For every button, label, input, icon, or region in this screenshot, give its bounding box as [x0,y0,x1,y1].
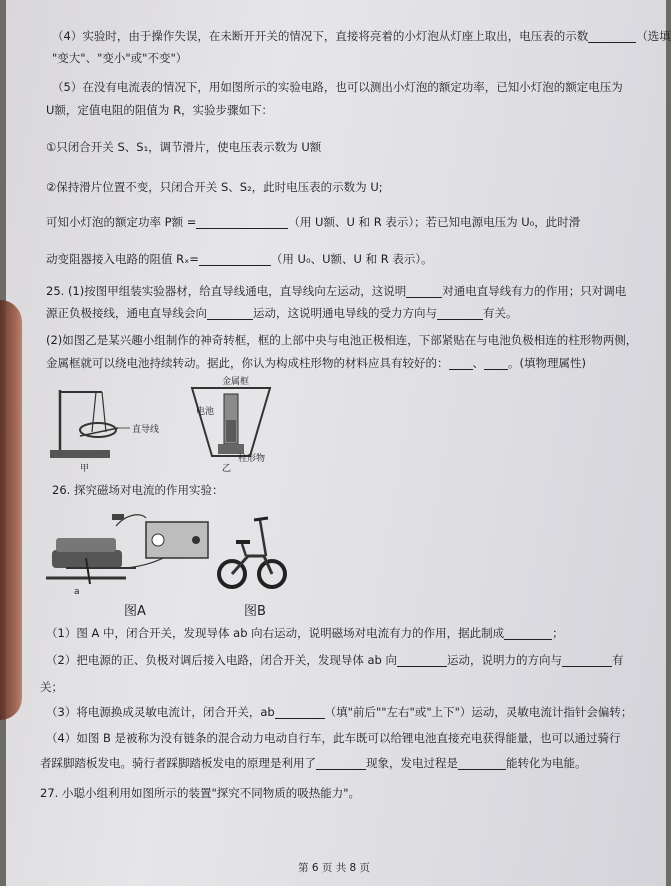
figure-B [216,508,288,592]
figA-terminal [192,536,200,544]
answer-blank[interactable] [588,42,636,43]
figB-seat [236,540,250,544]
q26-1-text: （1）图 A 中，闭合开关，发现导体 ab 向右运动，说明磁场对电流有力的作用，据此制成 [46,626,505,640]
figB-label: 图B [244,604,266,619]
resistance-text-tail: （用 U₀、U额、U 和 R 表示）。 [270,252,433,266]
answer-blank[interactable] [437,319,483,320]
q26-4-line2 [40,756,587,770]
q26-3-tail: （填"前后""左右"或"上下"）运动，灵敏电流计指针会偏转； [324,705,633,719]
figA-switch[interactable] [112,514,124,520]
q26-2-tail: 有 [611,653,624,667]
jia-hang-wire [102,392,106,432]
power-line [46,215,580,229]
yi-battery-shade [226,420,236,442]
q26-4-line: （4）如图 B 是被称为没有链条的混合动力电动自行车，此车既可以给锂电池直接充电获得能量，也可以通过骑行 [46,731,621,745]
figB-handle-post [260,520,266,556]
answer-blank[interactable] [316,769,366,770]
resistance-text: 动变阻器接入电路的阻值 Rₓ= [46,252,199,266]
q25-text2-tail: 有关。 [483,306,518,320]
jia-wire-label: 直导线 [132,425,160,435]
figB-seatpost [242,544,246,556]
separator: 、 [472,356,484,370]
q4-line [52,29,671,43]
answer-blank[interactable] [504,639,552,640]
q5-line2: U额，定值电阻的阻值为 R，实验步骤如下： [46,103,274,117]
q26-2-text: （2）把电源的正、负极对调后接入电路，闭合开关，发现导体 ab 向 [46,653,397,667]
power-text: 可知小灯泡的额定功率 P额 = [46,215,197,229]
q26-3-line [46,705,632,719]
yi-pillar-label: 柱形物 [238,454,266,464]
answer-blank[interactable] [449,369,473,370]
answer-blank[interactable] [397,666,447,667]
step1-line: ①只闭合开关 S、S₁，调节滑片，使电压表示数为 U额 [46,140,322,154]
q25-text: 25. (1)按图甲组装实验器材，给直导线通电，直导线向左运动，这说明 [46,284,407,298]
yi-frame-label: 金属框 [222,377,250,387]
answer-blank[interactable] [484,369,508,370]
answer-blank[interactable] [406,297,442,298]
q25-part2-tail: 。(填物理属性) [508,356,586,370]
figA-magnet-top [56,538,116,552]
q4-options: "变大"、"变小"或"不变"） [52,51,188,65]
resistance-line [46,252,433,266]
step2-line: ②保持滑片位置不变，只闭合开关 S、S₂，此时电压表的示数为 U; [46,180,383,194]
q26-2-mid: 运动，说明力的方向与 [446,653,562,667]
yi-label: 乙 [222,464,232,474]
q26-4-tail: 能转化为电能。 [506,756,587,770]
figA-terminal [152,534,164,546]
answer-blank[interactable] [275,718,325,719]
answer-blank[interactable] [562,666,612,667]
q26-2-line [46,653,623,667]
answer-blank[interactable] [196,228,288,229]
figure-yi [180,380,290,472]
q25-part2-line1: (2)如图乙是某兴趣小组制作的神奇转框，框的上部中央与电池正极相连，下部紧贴在与电池负极相连的柱形物两侧， [46,333,638,347]
finger-shadow [0,300,22,720]
figA-a-label: a [74,587,80,597]
figB-handlebar [254,518,268,520]
q25-text2: 源正负极接线，通电直导线会向 [46,306,207,320]
power-text-tail: （用 U额、U 和 R 表示）；若已知电源电压为 U₀，此时滑 [288,215,581,229]
q26-4-text: 者踩脚踏板发电。骑行者踩脚踏板发电的原理是利用了 [40,756,316,770]
q25-part2-text: 金属框就可以绕电池持续转动。据此，你认为构成柱形物的材料应具有较好的： [46,356,449,370]
figure-A [46,504,221,594]
figA-label: 图A [124,604,146,619]
q25-text-tail: 对通电直导线有力的作用；只对调电 [442,284,627,298]
jia-label: 甲 [80,464,90,474]
q4-text-tail: （选填 [636,29,671,43]
q27-line: 27. 小聪小组利用如图所示的装置"探究不同物质的吸热能力"。 [40,786,361,800]
q26-1-line [46,626,564,640]
q26-4-mid: 现象，发电过程是 [366,756,458,770]
q25-line2 [46,306,518,320]
q25-line1 [46,284,626,298]
jia-hang-wire [92,392,96,432]
yi-battery-label: 电池 [196,407,215,417]
answer-blank[interactable] [199,265,271,266]
figB-frame [232,556,272,574]
page-footer: 第 6 页 共 8 页 [298,862,371,874]
q4-text: （4）实验时，由于操作失误，在未断开开关的情况下，直接将亮着的小灯泡从灯座上取出，电压表的示数 [52,29,589,43]
answer-blank[interactable] [458,769,506,770]
q25-part2-line2 [46,356,586,370]
answer-blank[interactable] [207,319,253,320]
q5-line: （5）在没有电流表的情况下，用如图所示的实验电路，也可以测出小灯泡的额定功率，已知小灯泡的额定电压为 [52,80,623,94]
q26-line: 26. 探究磁场对电流的作用实验： [52,483,224,497]
q25-text2-mid: 运动，这说明通电导线的受力方向与 [253,306,437,320]
q26-2-line2: 关； [40,680,63,694]
q26-1-tail: ； [552,626,564,640]
jia-base [50,450,110,458]
q26-3-text: （3）将电源换成灵敏电流计，闭合开关，ab [46,705,275,719]
